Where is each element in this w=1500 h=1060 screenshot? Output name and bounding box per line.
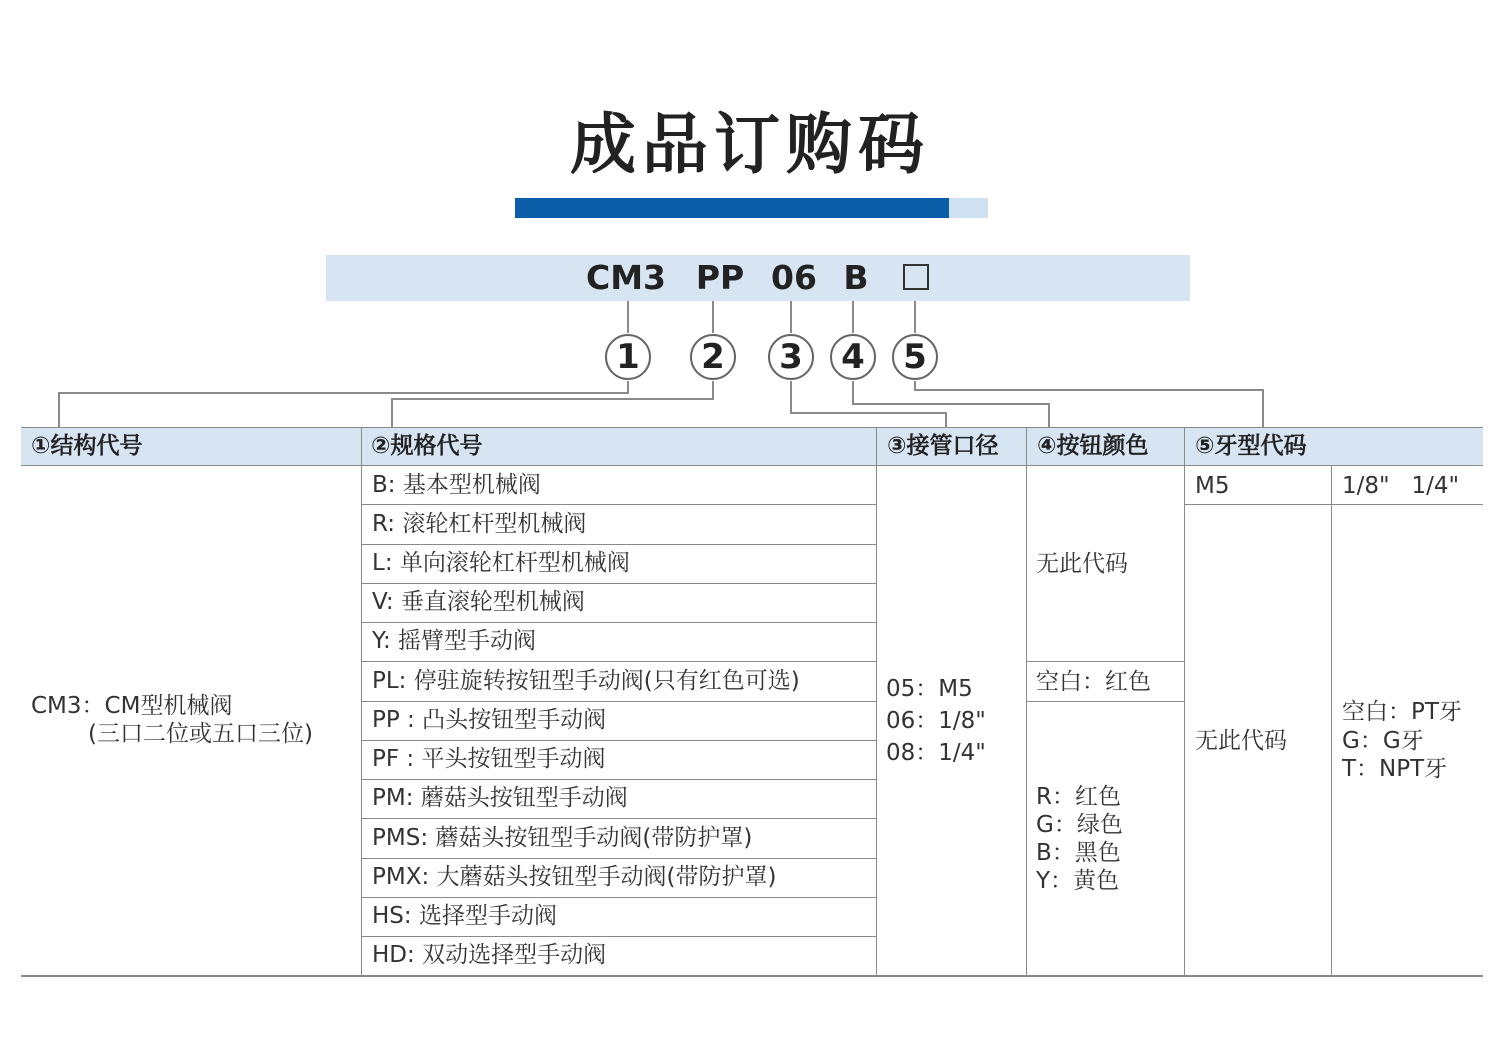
- table-bottom-border: [21, 975, 1483, 977]
- header-button-color: ④按钮颜色: [1037, 433, 1149, 459]
- thread-option: G：G牙: [1342, 728, 1424, 754]
- spec-item: PMS: 蘑菇头按钮型手动阀(带防护罩): [372, 825, 753, 851]
- spec-item: HD: 双动选择型手动阀: [372, 942, 607, 968]
- button-color-option: B：黑色: [1036, 840, 1121, 866]
- spec-item: PL: 停驻旋转按钮型手动阀(只有红色可选): [372, 668, 800, 694]
- thread-size-m5: M5: [1195, 473, 1230, 499]
- structure-code-note: (三口二位或五口三位): [88, 721, 313, 747]
- header-thread: ⑤牙型代码: [1195, 433, 1307, 459]
- port-size-item: 05：M5: [886, 676, 973, 702]
- column-divider: [1331, 466, 1332, 976]
- port-size-item: 08：1/4": [886, 740, 986, 766]
- column-divider: [876, 427, 877, 976]
- header-port: ③接管口径: [887, 433, 999, 459]
- row-divider: [1185, 504, 1483, 505]
- callout-3: 3: [768, 334, 814, 380]
- spec-item: PF : 平头按钮型手动阀: [372, 746, 606, 772]
- table-top-border: [21, 427, 1483, 428]
- button-color-option: G：绿色: [1036, 812, 1123, 838]
- callout-5: 5: [892, 334, 938, 380]
- callout-4: 4: [830, 334, 876, 380]
- thread-option: 空白：PT牙: [1342, 699, 1462, 725]
- header-structure: ①结构代号: [31, 433, 143, 459]
- button-color-blank: 空白：红色: [1036, 669, 1151, 695]
- button-color-option: Y：黄色: [1036, 868, 1120, 894]
- spec-item: PP : 凸头按钮型手动阀: [372, 707, 607, 733]
- row-divider: [1027, 701, 1184, 702]
- code-segment-color: B: [843, 258, 869, 297]
- column-divider: [1184, 427, 1185, 976]
- page-title: 成品订购码: [570, 106, 930, 183]
- code-segment-spec: PP: [695, 258, 745, 297]
- thread-option: T：NPT牙: [1342, 756, 1448, 782]
- port-size-item: 06：1/8": [886, 708, 986, 734]
- header-bottom-border: [21, 465, 1483, 466]
- spec-item: B: 基本型机械阀: [372, 472, 541, 498]
- spec-item: HS: 选择型手动阀: [372, 903, 557, 929]
- spec-item: L: 单向滚轮杠杆型机械阀: [372, 550, 630, 576]
- thread-none: 无此代码: [1195, 728, 1287, 754]
- button-color-option: R：红色: [1036, 784, 1121, 810]
- callout-1: 1: [605, 334, 651, 380]
- code-segment-port: 06: [771, 258, 817, 297]
- code-segment-series: CM3: [585, 258, 667, 297]
- callout-2: 2: [690, 334, 736, 380]
- button-color-none: 无此代码: [1036, 551, 1128, 577]
- spec-item: PMX: 大蘑菇头按钮型手动阀(带防护罩): [372, 864, 777, 890]
- row-divider: [1027, 661, 1184, 662]
- header-spec: ②规格代号: [371, 433, 483, 459]
- structure-code-text: CM3：CM型机械阀: [31, 693, 233, 719]
- spec-item: Y: 摇臂型手动阀: [372, 628, 537, 654]
- spec-item: V: 垂直滚轮型机械阀: [372, 589, 585, 615]
- thread-size-others: 1/8" 1/4": [1342, 473, 1460, 499]
- spec-item: R: 滚轮杠杆型机械阀: [372, 511, 587, 537]
- spec-item: PM: 蘑菇头按钮型手动阀: [372, 785, 628, 811]
